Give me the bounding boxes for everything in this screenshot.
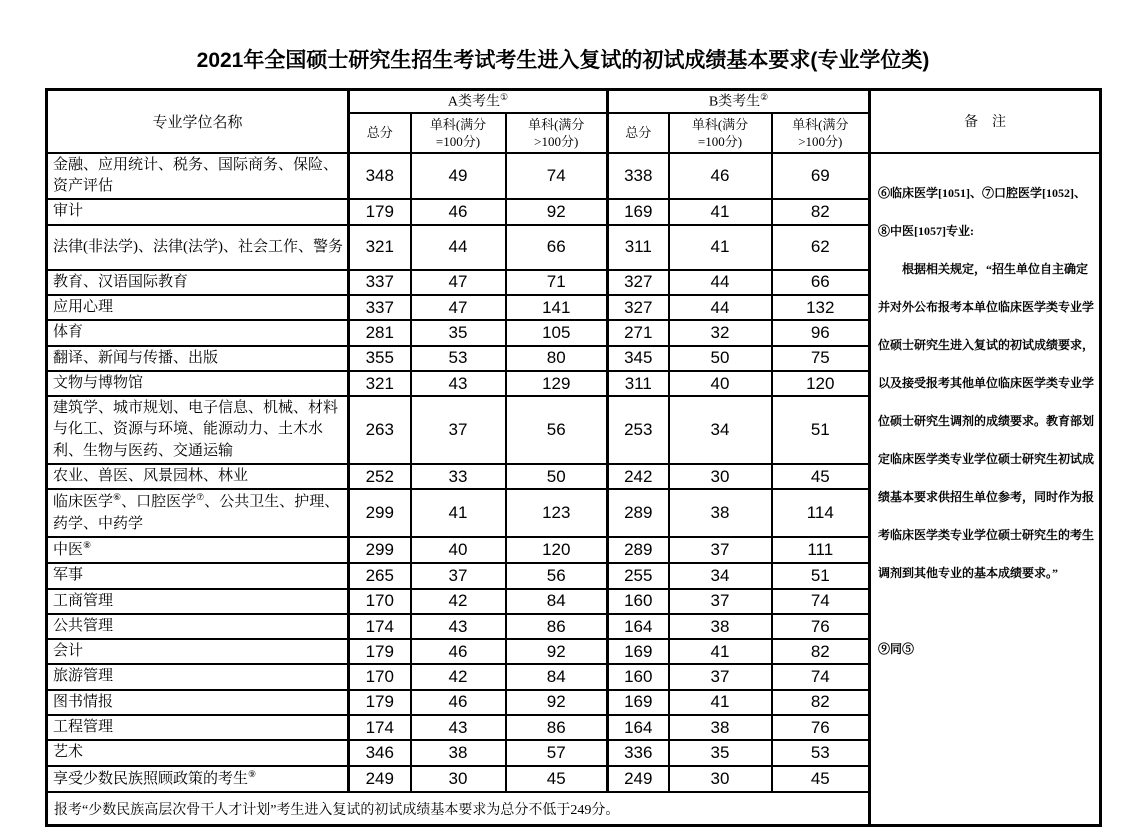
b-total-value: 253	[608, 396, 669, 464]
col-header-group-b	[608, 90, 870, 113]
b-total-value: 311	[608, 225, 669, 270]
a-total-value: 321	[349, 371, 411, 396]
program-name: 临床医学⑥、口腔医学⑦、公共卫生、护理、药学、中药学	[47, 489, 349, 537]
a-total-value: 355	[349, 346, 411, 371]
a-total-value: 249	[349, 766, 411, 792]
a-single-eq100-value: 37	[411, 396, 506, 464]
program-name: 农业、兽医、风景园林、林业	[47, 464, 349, 489]
b-single-gt100-value: 51	[772, 563, 870, 588]
b-total-value: 289	[608, 489, 669, 537]
a-total-value: 170	[349, 664, 411, 689]
b-total-value: 164	[608, 715, 669, 740]
program-name: 文物与博物馆	[47, 371, 349, 396]
b-total-value: 327	[608, 295, 669, 320]
remark-line: ⑧中医[1057]专业:	[878, 223, 975, 238]
b-total-value: 169	[608, 639, 669, 664]
footnote-mark: ⑧	[83, 539, 92, 550]
col-header-b-single-gt100	[772, 113, 870, 153]
b-single-eq100-value: 46	[669, 153, 772, 200]
a-single-gt100-value: 74	[506, 153, 608, 200]
b-single-gt100-value: 62	[772, 225, 870, 270]
page-title: 2021年全国硕士研究生招生考试考生进入复试的初试成绩基本要求(专业学位类)	[196, 49, 930, 72]
b-single-eq100-value: 37	[669, 664, 772, 689]
program-name: 公共管理	[47, 614, 349, 639]
a-single-eq100-value: 41	[411, 489, 506, 537]
col-header-a-single-gt100	[506, 113, 608, 153]
col-header-name: 专业学位名称	[47, 90, 349, 153]
remark-line: 考临床医学类专业学位硕士研究生的考生	[878, 527, 1095, 542]
a-single-gt100-value: 84	[506, 589, 608, 614]
b-single-eq100-value: 41	[669, 690, 772, 715]
b-total-value: 338	[608, 153, 669, 200]
program-name: 建筑学、城市规划、电子信息、机械、材料与化工、资源与环境、能源动力、土木水利、生物与医药、交通运输	[47, 396, 349, 464]
program-name: 教育、汉语国际教育	[47, 270, 349, 295]
a-total-value: 174	[349, 715, 411, 740]
a-single-gt100-value: 105	[506, 320, 608, 345]
a-single-gt100-value: 92	[506, 639, 608, 664]
a-total-value: 179	[349, 639, 411, 664]
remark-cell	[870, 153, 1101, 826]
a-single-gt100-value: 141	[506, 295, 608, 320]
col-header-group-a	[349, 90, 608, 113]
remark-line: 位硕士研究生进入复试的初试成绩要求，	[878, 337, 1095, 352]
program-name: 艺术	[47, 740, 349, 765]
b-single-eq100-value: 41	[669, 639, 772, 664]
a-total-value: 179	[349, 690, 411, 715]
b-total-value: 345	[608, 346, 669, 371]
b-single-gt100-value: 114	[772, 489, 870, 537]
group-a-footnote-mark: ①	[500, 91, 509, 102]
a-total-value: 265	[349, 563, 411, 588]
program-name: 图书情报	[47, 690, 349, 715]
a-single-eq100-value: 46	[411, 199, 506, 224]
a-single-gt100-value: 50	[506, 464, 608, 489]
group-b-label: B类考生	[708, 94, 761, 110]
score-table	[45, 88, 1102, 827]
a-single-gt100-value: 92	[506, 199, 608, 224]
a-single-eq100-value: 49	[411, 153, 506, 200]
program-name: 法律(非法学)、法律(法学)、社会工作、警务	[47, 225, 349, 270]
a-single-eq100-value: 53	[411, 346, 506, 371]
b-single-eq100-value: 50	[669, 346, 772, 371]
b-single-eq100-value: 41	[669, 199, 772, 224]
a-single-gt100-value: 66	[506, 225, 608, 270]
subheader-line: 单科(满分	[528, 116, 585, 132]
subheader-line: 单科(满分	[429, 116, 487, 132]
a-total-value: 346	[349, 740, 411, 765]
program-name: 旅游管理	[47, 664, 349, 689]
a-single-eq100-value: 42	[411, 589, 506, 614]
a-single-gt100-value: 45	[506, 766, 608, 792]
b-total-value: 271	[608, 320, 669, 345]
b-single-eq100-value: 30	[669, 464, 772, 489]
table-row	[47, 153, 1101, 200]
col-header-a-total: 总分	[349, 113, 411, 153]
b-total-value: 169	[608, 690, 669, 715]
a-total-value: 263	[349, 396, 411, 464]
b-single-eq100-value: 32	[669, 320, 772, 345]
b-single-gt100-value: 111	[772, 537, 870, 563]
program-name: 审计	[47, 199, 349, 224]
b-total-value: 336	[608, 740, 669, 765]
remark-line: 并对外公布报考本单位临床医学类专业学	[878, 299, 1095, 314]
footer-note: 报考“少数民族高层次骨干人才计划”考生进入复试的初试成绩基本要求为总分不低于249分。	[47, 792, 870, 826]
b-total-value: 327	[608, 270, 669, 295]
b-total-value: 160	[608, 589, 669, 614]
footnote-mark: ⑥	[113, 492, 122, 503]
a-single-eq100-value: 35	[411, 320, 506, 345]
footnote-mark: ⑨	[248, 768, 257, 779]
a-single-eq100-value: 43	[411, 371, 506, 396]
a-total-value: 179	[349, 199, 411, 224]
a-single-gt100-value: 57	[506, 740, 608, 765]
a-single-eq100-value: 46	[411, 639, 506, 664]
b-single-eq100-value: 37	[669, 589, 772, 614]
header-row-groups	[47, 90, 1101, 113]
b-single-gt100-value: 51	[772, 396, 870, 464]
remark-line: ⑥临床医学[1051]、⑦口腔医学[1052]、	[878, 185, 1087, 200]
remark-line	[878, 592, 1095, 630]
a-single-eq100-value: 33	[411, 464, 506, 489]
b-single-eq100-value: 35	[669, 740, 772, 765]
program-name: 中医⑧	[47, 537, 349, 563]
b-single-eq100-value: 41	[669, 225, 772, 270]
b-single-eq100-value: 44	[669, 295, 772, 320]
b-single-gt100-value: 75	[772, 346, 870, 371]
program-name: 享受少数民族照顾政策的考生⑨	[47, 766, 349, 792]
a-single-gt100-value: 86	[506, 715, 608, 740]
b-single-gt100-value: 66	[772, 270, 870, 295]
a-single-gt100-value: 80	[506, 346, 608, 371]
b-single-gt100-value: 76	[772, 715, 870, 740]
b-single-gt100-value: 82	[772, 199, 870, 224]
b-single-eq100-value: 34	[669, 396, 772, 464]
a-single-eq100-value: 43	[411, 614, 506, 639]
b-single-gt100-value: 132	[772, 295, 870, 320]
a-total-value: 348	[349, 153, 411, 200]
a-total-value: 321	[349, 225, 411, 270]
program-name: 应用心理	[47, 295, 349, 320]
b-single-eq100-value: 34	[669, 563, 772, 588]
footnote-mark: ⑦	[196, 492, 205, 503]
b-total-value: 255	[608, 563, 669, 588]
b-total-value: 311	[608, 371, 669, 396]
b-total-value: 289	[608, 537, 669, 563]
a-single-eq100-value: 37	[411, 563, 506, 588]
a-single-eq100-value: 42	[411, 664, 506, 689]
a-single-gt100-value: 71	[506, 270, 608, 295]
remark-line: 位硕士研究生调剂的成绩要求。教育部划	[878, 413, 1095, 428]
a-total-value: 174	[349, 614, 411, 639]
b-single-gt100-value: 96	[772, 320, 870, 345]
a-single-gt100-value: 129	[506, 371, 608, 396]
a-single-eq100-value: 30	[411, 766, 506, 792]
a-total-value: 252	[349, 464, 411, 489]
b-single-eq100-value: 30	[669, 766, 772, 792]
program-name: 金融、应用统计、税务、国际商务、保险、资产评估	[47, 153, 349, 200]
a-single-eq100-value: 47	[411, 270, 506, 295]
program-name: 会计	[47, 639, 349, 664]
a-single-eq100-value: 44	[411, 225, 506, 270]
b-single-eq100-value: 38	[669, 489, 772, 537]
b-single-gt100-value: 74	[772, 589, 870, 614]
col-header-a-single-eq100	[411, 113, 506, 153]
a-total-value: 299	[349, 537, 411, 563]
group-b-footnote-mark: ②	[760, 91, 769, 102]
a-single-eq100-value: 38	[411, 740, 506, 765]
b-single-gt100-value: 120	[772, 371, 870, 396]
a-single-gt100-value: 84	[506, 664, 608, 689]
program-name: 工程管理	[47, 715, 349, 740]
b-single-eq100-value: 40	[669, 371, 772, 396]
a-total-value: 281	[349, 320, 411, 345]
b-single-gt100-value: 69	[772, 153, 870, 200]
remark-line: ⑨同⑤	[878, 641, 915, 656]
remark-line: 调剂到其他专业的基本成绩要求。”	[878, 565, 1059, 580]
b-total-value: 169	[608, 199, 669, 224]
b-single-gt100-value: 74	[772, 664, 870, 689]
b-single-eq100-value: 37	[669, 537, 772, 563]
col-header-b-single-eq100	[669, 113, 772, 153]
subheader-line: >100分)	[798, 133, 843, 149]
a-single-eq100-value: 40	[411, 537, 506, 563]
a-total-value: 337	[349, 295, 411, 320]
subheader-line: =100分)	[435, 133, 481, 149]
program-name: 翻译、新闻与传播、出版	[47, 346, 349, 371]
a-single-eq100-value: 47	[411, 295, 506, 320]
a-total-value: 337	[349, 270, 411, 295]
a-single-eq100-value: 46	[411, 690, 506, 715]
b-total-value: 242	[608, 464, 669, 489]
subheader-line: 单科(满分	[792, 116, 849, 132]
a-single-gt100-value: 123	[506, 489, 608, 537]
a-single-gt100-value: 56	[506, 563, 608, 588]
b-single-gt100-value: 45	[772, 766, 870, 792]
remark-line: 绩基本要求供招生单位参考，同时作为报	[878, 489, 1095, 504]
subheader-line: 单科(满分	[691, 116, 749, 132]
a-single-gt100-value: 56	[506, 396, 608, 464]
b-single-gt100-value: 82	[772, 690, 870, 715]
a-single-gt100-value: 120	[506, 537, 608, 563]
b-single-eq100-value: 38	[669, 614, 772, 639]
b-single-gt100-value: 82	[772, 639, 870, 664]
a-single-gt100-value: 86	[506, 614, 608, 639]
b-total-value: 160	[608, 664, 669, 689]
a-total-value: 299	[349, 489, 411, 537]
b-single-eq100-value: 44	[669, 270, 772, 295]
a-total-value: 170	[349, 589, 411, 614]
program-name: 体育	[47, 320, 349, 345]
subheader-line: >100分)	[534, 133, 579, 149]
b-total-value: 164	[608, 614, 669, 639]
b-single-eq100-value: 38	[669, 715, 772, 740]
col-header-remark: 备 注	[870, 90, 1101, 153]
a-single-eq100-value: 43	[411, 715, 506, 740]
b-single-gt100-value: 45	[772, 464, 870, 489]
b-total-value: 249	[608, 766, 669, 792]
a-single-gt100-value: 92	[506, 690, 608, 715]
remark-line: 定临床医学类专业学位硕士研究生初试成	[878, 451, 1095, 466]
b-single-gt100-value: 76	[772, 614, 870, 639]
group-a-label: A类考生	[447, 94, 501, 110]
subheader-line: =100分)	[697, 133, 743, 149]
program-name: 军事	[47, 563, 349, 588]
remark-line: 根据相关规定，“招生单位自主确定	[878, 261, 1089, 276]
program-name: 工商管理	[47, 589, 349, 614]
col-header-b-total: 总分	[608, 113, 669, 153]
remark-line: 以及接受报考其他单位临床医学类专业学	[878, 375, 1095, 390]
b-single-gt100-value: 53	[772, 740, 870, 765]
